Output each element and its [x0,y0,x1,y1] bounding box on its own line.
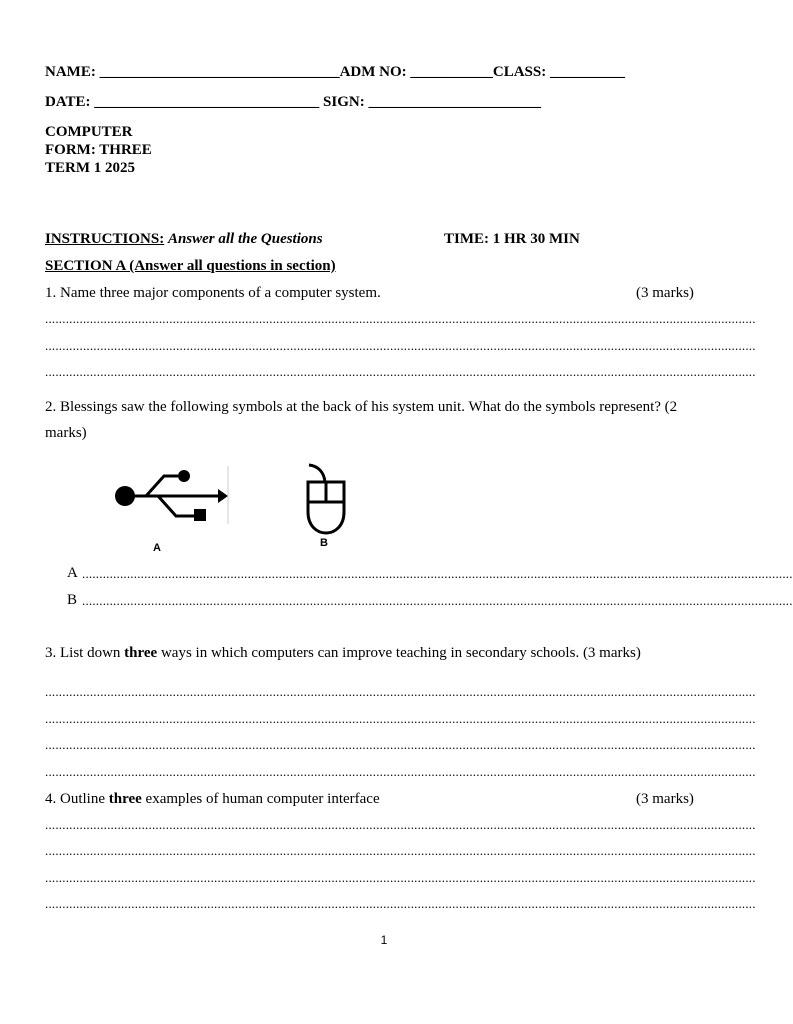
symbol-a-label: A [153,542,161,554]
page-number: 1 [380,933,388,947]
form-label: FORM: THREE [45,142,152,158]
question-4-marks: (3 marks) [636,791,694,807]
answer-line: .............................................................................................................................................................................................................. [45,364,756,379]
answer-line: .............................................................................................................................................................................................................. [45,338,756,353]
answer-line: .............................................................................................................................................................................................................. [45,764,756,779]
question-3 [45,645,641,662]
symbol-b-label: B [320,537,328,549]
question-1: 1. Name three major components of a computer system. [45,285,381,301]
question-4-emphasis: three [108,791,142,807]
question-4 [45,791,380,808]
date-sign-line: DATE: ______________________________ SIGN: _______________________ [45,94,541,110]
answer-line: .............................................................................................................................................................................................................. [45,311,756,326]
instructions-label: INSTRUCTIONS: [45,231,165,247]
section-a-title: SECTION A (Answer all questions in section) [45,258,336,274]
instructions-text: Answer all the Questions [167,231,323,247]
answer-line: .............................................................................................................................................................................................................. [45,684,756,699]
answer-line: .............................................................................................................................................................................................................. [45,817,756,832]
answer-line: .............................................................................................................................................................................................................. [45,870,756,885]
question-3-prefix: 3. List down [45,645,125,661]
question-2-line-2: marks) [45,425,87,441]
answer-line: .............................................................................................................................................................................................................. [82,566,793,581]
answer-line: .............................................................................................................................................................................................................. [45,711,756,726]
question-4-prefix: 4. Outline [45,791,109,807]
question-2-line-1: 2. Blessings saw the following symbols at the back of his system unit. What do the symbols represent? (2 [45,399,678,415]
subject-title: COMPUTER [45,124,133,140]
answer-b-label: B [67,592,78,608]
answer-line: .............................................................................................................................................................................................................. [45,737,756,752]
answer-a-label: A [67,565,78,581]
mouse-icon [300,460,350,538]
usb-icon [110,462,235,528]
question-3-emphasis: three [124,645,158,661]
answer-line: .............................................................................................................................................................................................................. [45,843,756,858]
question-1-marks: (3 marks) [636,285,694,301]
term-label: TERM 1 2025 [45,160,135,176]
exam-time: TIME: 1 HR 30 MIN [444,231,580,247]
name-adm-class-line: NAME: ________________________________ADM NO: ___________CLASS: __________ [45,64,625,80]
instructions-line [45,231,323,248]
question-4-suffix: examples of human computer interface [141,791,380,807]
answer-line: .............................................................................................................................................................................................................. [82,593,793,608]
answer-line: .............................................................................................................................................................................................................. [45,896,756,911]
question-3-suffix: ways in which computers can improve teaching in secondary schools. (3 marks) [157,645,641,661]
